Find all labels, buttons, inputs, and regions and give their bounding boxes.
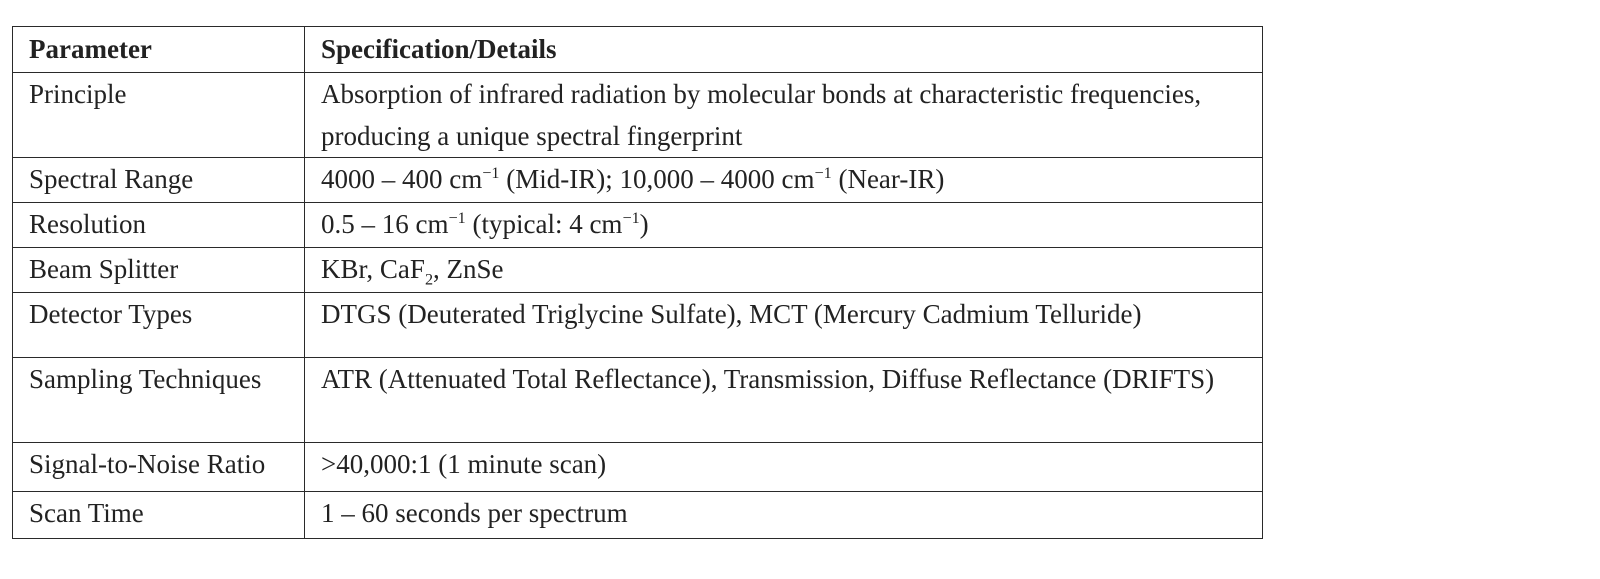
table-row (13, 443, 1263, 492)
details-cell: Absorption of infrared radiation by molecular bonds at characteristic frequencies, producing a unique spectral fingerprint (305, 73, 1263, 158)
table-row (13, 203, 1263, 248)
param-cell: Scan Time (13, 492, 305, 539)
table-body (13, 73, 1263, 539)
details-cell: ATR (Attenuated Total Reflectance), Transmission, Diffuse Reflectance (DRIFTS) (305, 358, 1263, 443)
details-cell (305, 158, 1263, 203)
table-row (13, 158, 1263, 203)
header-details: Specification/Details (305, 27, 1263, 73)
header-row (13, 27, 1263, 73)
param-cell: Signal-to-Noise Ratio (13, 443, 305, 492)
param-cell: Resolution (13, 203, 305, 248)
param-cell: Principle (13, 73, 305, 158)
subscript: 2 (424, 270, 434, 289)
details-text: 4000 – 400 cm (321, 164, 483, 194)
table-header (13, 27, 1263, 73)
table-row (13, 293, 1263, 358)
superscript: −1 (482, 164, 500, 182)
param-cell: Sampling Techniques (13, 358, 305, 443)
superscript: −1 (448, 209, 466, 227)
table-row (13, 358, 1263, 443)
param-cell: Detector Types (13, 293, 305, 358)
superscript: −1 (622, 209, 640, 227)
details-text: , ZnSe (433, 254, 504, 284)
details-text: 0.5 – 16 cm (321, 209, 449, 239)
details-cell: >40,000:1 (1 minute scan) (305, 443, 1263, 492)
details-text: ) (639, 209, 649, 239)
param-cell: Beam Splitter (13, 248, 305, 293)
details-text: (Near-IR) (831, 164, 945, 194)
spec-table (12, 26, 1263, 539)
details-text: (Mid-IR); 10,000 – 4000 cm (499, 164, 815, 194)
table-row (13, 492, 1263, 539)
superscript: −1 (814, 164, 832, 182)
details-cell: DTGS (Deuterated Triglycine Sulfate), MCT (Mercury Cadmium Telluride) (305, 293, 1263, 358)
details-cell (305, 248, 1263, 293)
header-parameter: Parameter (13, 27, 305, 73)
table-row (13, 248, 1263, 293)
details-cell (305, 203, 1263, 248)
table-row (13, 73, 1263, 158)
details-text: KBr, CaF (321, 254, 425, 284)
param-cell: Spectral Range (13, 158, 305, 203)
details-text: (typical: 4 cm (465, 209, 623, 239)
details-cell: 1 – 60 seconds per spectrum (305, 492, 1263, 539)
